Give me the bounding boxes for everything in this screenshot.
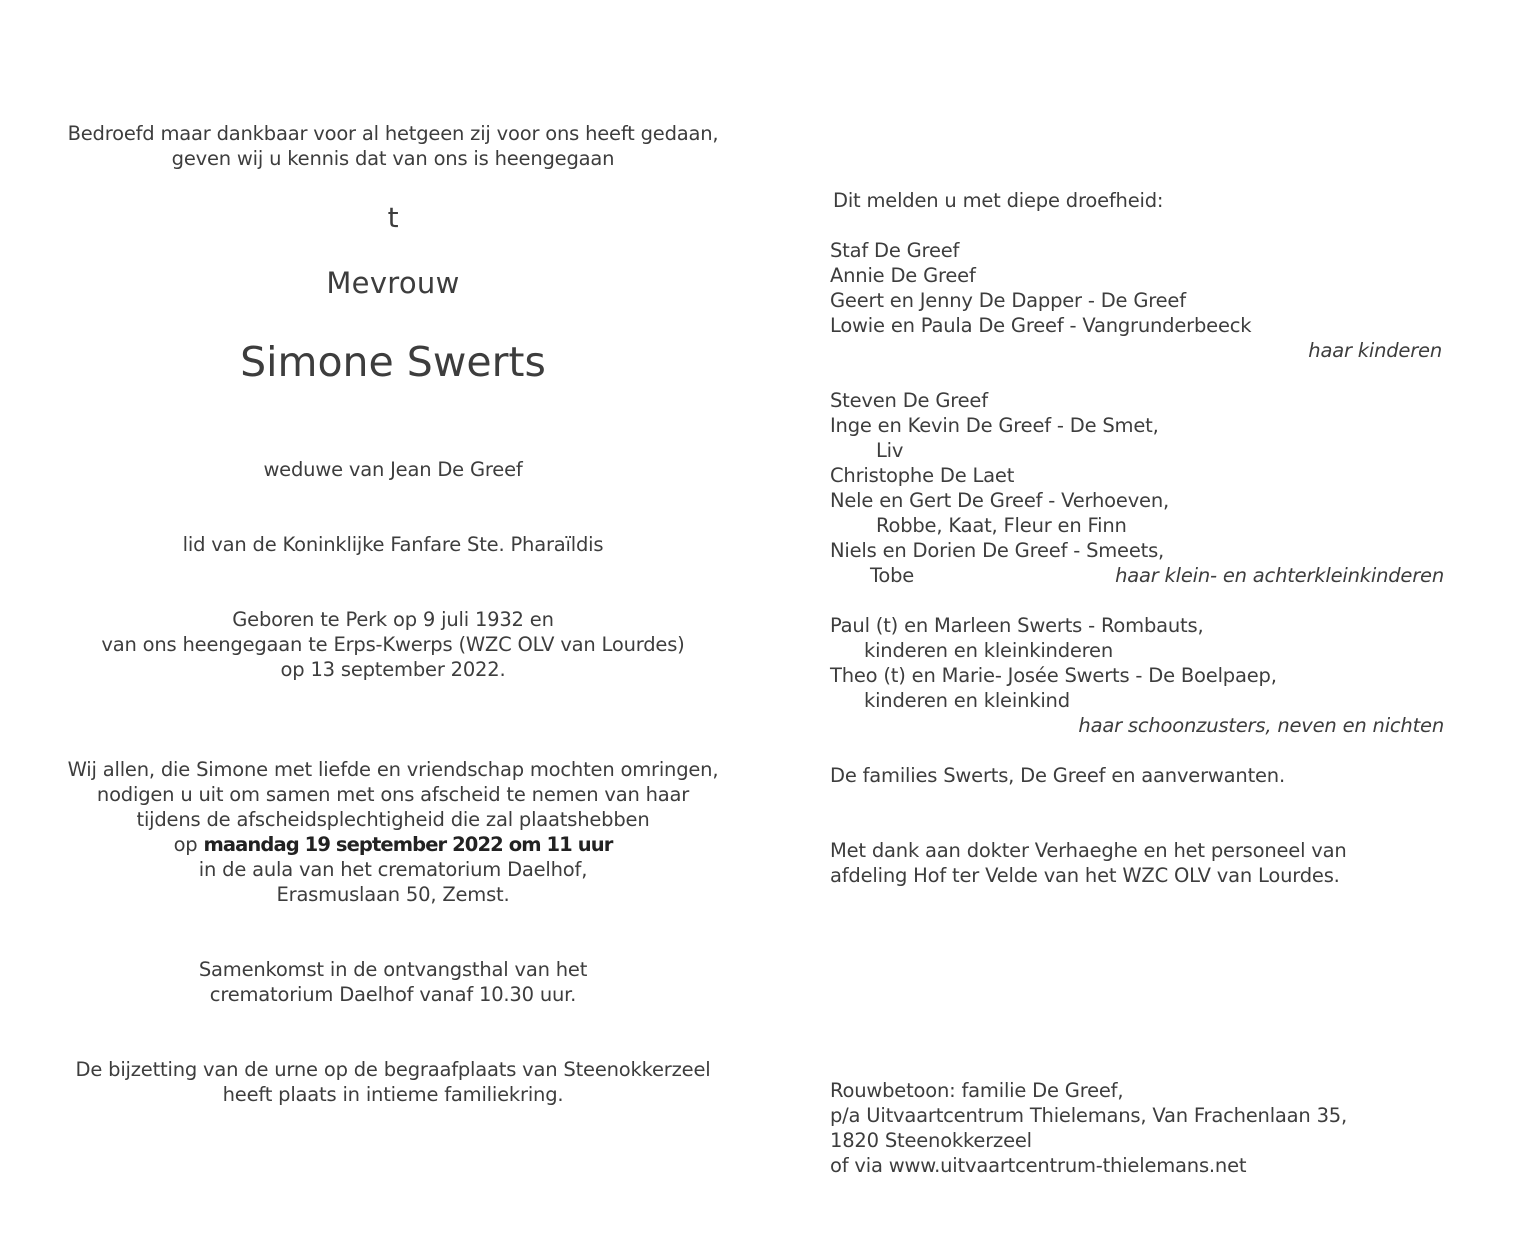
- gathering-line-1: Samenkomst in de ontvangsthal van het: [198, 958, 588, 981]
- condolences-line-2: p/a Uitvaartcentrum Thielemans, Van Frachenlaan 35,: [830, 1104, 1348, 1127]
- announce: Dit melden u met diepe droefheid:: [833, 189, 1164, 212]
- life-line-3: op 13 september 2022.: [280, 658, 506, 681]
- location-line-1: in de aula van het crematorium Daelhof,: [198, 858, 588, 881]
- grandchild-4: Christophe De Laet: [830, 464, 1015, 487]
- children-label: haar kinderen: [1308, 339, 1442, 362]
- inlaw-1: Paul (t) en Marleen Swerts - Rombauts,: [830, 614, 1204, 637]
- invitation-line-3: tijdens de afscheidsplechtigheid die zal plaatshebben: [136, 808, 650, 831]
- life-line-2: van ons heengegaan te Erps-Kwerps (WZC OLV van Lourdes): [101, 633, 685, 656]
- grandchild-8: Tobe: [870, 564, 915, 587]
- intro-line-1: Bedroefd maar dankbaar voor al hetgeen zij voor ons heeft gedaan,: [67, 122, 719, 145]
- grandchildren-label: haar klein- en achterkleinkinderen: [1115, 564, 1444, 587]
- location-line-2: Erasmuslaan 50, Zemst.: [276, 883, 510, 906]
- salutation: Mevrouw: [326, 266, 460, 300]
- condolences-line-3: 1820 Steenokkerzeel: [830, 1129, 1032, 1152]
- child-3: Geert en Jenny De Dapper - De Greef: [830, 289, 1186, 312]
- grandchild-7: Niels en Dorien De Greef - Smeets,: [830, 539, 1165, 562]
- cross-symbol: t: [387, 201, 399, 234]
- widow-of: weduwe van Jean De Greef: [263, 458, 523, 481]
- condolences-url: of via www.uitvaartcentrum-thielemans.net: [830, 1154, 1247, 1177]
- grandchild-6: Robbe, Kaat, Fleur en Finn: [876, 514, 1127, 537]
- member-of: lid van de Koninklijke Fanfare Ste. Pharaïldis: [182, 533, 604, 556]
- burial-line-1: De bijzetting van de urne op de begraafplaats van Steenokkerzeel: [75, 1058, 711, 1081]
- inlaw-2: kinderen en kleinkinderen: [864, 639, 1114, 662]
- child-4: Lowie en Paula De Greef - Vangrunderbeeck: [830, 314, 1252, 337]
- deceased-name: Simone Swerts: [240, 338, 546, 386]
- inlaw-3: Theo (t) en Marie- Josée Swerts - De Boelpaep,: [830, 664, 1277, 687]
- intro-line-2: geven wij u kennis dat van ons is heengegaan: [171, 147, 615, 170]
- inlaw-4: kinderen en kleinkind: [864, 689, 1070, 712]
- invitation-line-1: Wij allen, die Simone met liefde en vriendschap mochten omringen,: [67, 758, 719, 781]
- gathering-line-2: crematorium Daelhof vanaf 10.30 uur.: [209, 983, 577, 1006]
- grandchild-2: Inge en Kevin De Greef - De Smet,: [830, 414, 1159, 437]
- grandchild-3: Liv: [876, 439, 904, 462]
- date-prefix: op: [173, 833, 204, 856]
- ceremony-date: [3, 832, 783, 857]
- thanks-line-2: afdeling Hof ter Velde van het WZC OLV van Lourdes.: [830, 864, 1340, 887]
- thanks-line-1: Met dank aan dokter Verhaeghe en het personeel van: [830, 839, 1347, 862]
- child-2: Annie De Greef: [830, 264, 976, 287]
- child-1: Staf De Greef: [830, 239, 960, 262]
- grandchild-1: Steven De Greef: [830, 389, 988, 412]
- date-bold: maandag 19 september 2022 om 11 uur: [203, 833, 613, 856]
- burial-line-2: heeft plaats in intieme familiekring.: [222, 1083, 564, 1106]
- life-line-1: Geboren te Perk op 9 juli 1932 en: [232, 608, 554, 631]
- families: De families Swerts, De Greef en aanverwanten.: [830, 764, 1285, 787]
- grandchild-5: Nele en Gert De Greef - Verhoeven,: [830, 489, 1170, 512]
- invitation-line-2: nodigen u uit om samen met ons afscheid te nemen van haar: [96, 783, 690, 806]
- condolences-line-1: Rouwbetoon: familie De Greef,: [830, 1079, 1124, 1102]
- inlaws-label: haar schoonzusters, neven en nichten: [1078, 714, 1444, 737]
